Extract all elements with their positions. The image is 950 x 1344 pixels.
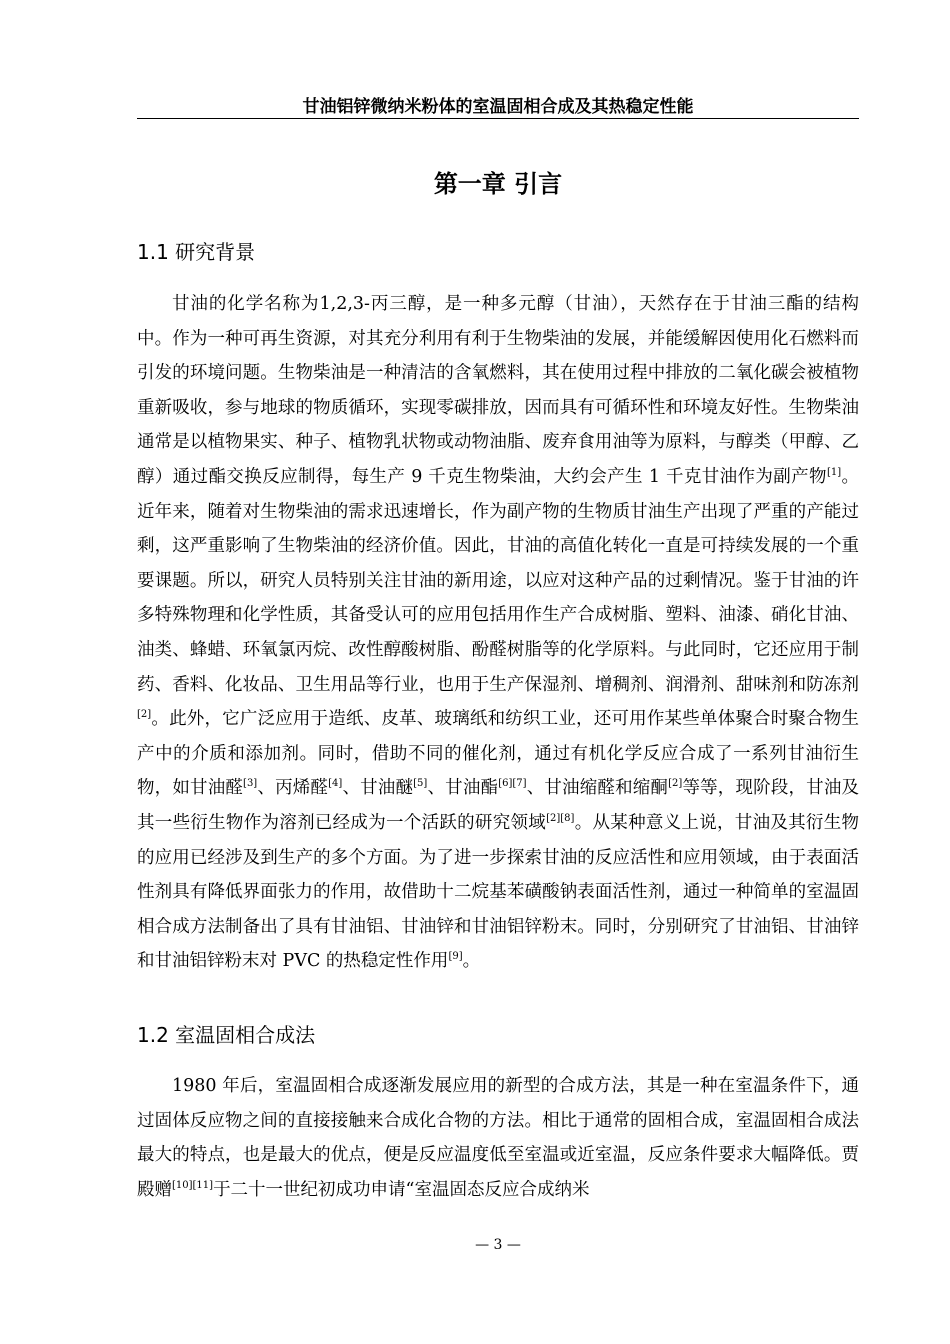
paragraph-text: 、甘油酯	[427, 778, 499, 799]
paragraph-text: 于二十一世纪初成功申请“室温固态反应合成纳米	[213, 1179, 590, 1200]
citation-ref: [9]	[448, 951, 463, 963]
citation-ref: [2]	[668, 778, 683, 790]
paragraph-text: 。近年来，随着对生物柴油的需求迅速增长，作为副产物的生物质甘油生产出现了严重的产能过剩，这严重影响了生物柴油的经济价值。因此，甘油的高值化转化一直是可持续发展的一个重要课题。所以，研究人员特别关注甘油的新用途，以应对这种产品的过剩情况。鉴于甘油的许多特殊物理和化学性质，其备受认可的应用包括用作生产合成树脂、塑料、油漆、硝化甘油、油类、蜂蜡、环氧氯丙烷、改性醇酸树脂、酚醛树脂等的化学原料。与此同时，它还应用于制药、香料、化妆品、卫生用品等行业，也用于生产保湿剂、增稠剂、润滑剂、甜味剂和防冻剂	[137, 466, 859, 695]
paragraph-text: 、甘油缩醛和缩酮	[526, 778, 669, 799]
page-number: — 3 —	[475, 1237, 521, 1253]
paragraph-room-temperature-synthesis	[137, 1069, 859, 1207]
paragraph-text: 甘油的化学名称为1,2,3-丙三醇，是一种多元醇（甘油），天然存在于甘油三酯的结构中。作为一种可再生资源，对其充分利用有利于生物柴油的发展，并能缓解因使用化石燃料而引发的环境问题。生物柴油是一种清洁的含氧燃料，其在使用过程中排放的二氧化碳会被植物重新吸收，参与地球的物质循环，实现零碳排放，因而具有可循环性和环境友好性。生物柴油通常是以植物果实、种子、植物乳状物或动物油脂、废弃食用油等为原料，与醇类（甲醇、乙醇）通过酯交换反应制得，每生产 9 千克生物柴油，大约会产生 1 千克甘油作为副产物	[137, 294, 859, 487]
paragraph-text: 1980 年后，室温固相合成逐渐发展应用的新型的合成方法，其是一种在室温条件下，通过固体反应物之间的直接接触来合成化合物的方法。相比于通常的固相合成，室温固相合成法最大的特点，也是最大的优点，便是反应温度低至室温或近室温，反应条件要求大幅降低。贾殿赠	[137, 1076, 859, 1200]
citation-ref: [6][7]	[498, 778, 527, 790]
chapter-title: 第一章 引言	[433, 170, 563, 198]
citation-ref: [4]	[328, 778, 343, 790]
section-heading-1-1: 1.1 研究背景	[137, 240, 256, 264]
header-rule	[137, 118, 859, 119]
citation-ref: [10][11]	[172, 1179, 214, 1191]
paragraph-text: 、丙烯醛	[257, 778, 329, 799]
running-header: 甘油铝锌微纳米粉体的室温固相合成及其热稳定性能	[302, 97, 694, 117]
paragraph-research-background	[137, 287, 859, 979]
paragraph-text: 等等，现阶段，甘油及其一些衍生物作为溶剂已经成为一个活跃的研究领域	[137, 778, 860, 833]
paragraph-text: 。	[462, 951, 481, 972]
paragraph-text: 。此外，它广泛应用于造纸、皮革、玻璃纸和纺织工业，还可用作某些单体聚合时聚合物生产中的介质和添加剂。同时，借助不同的催化剂，通过有机化学反应合成了一系列甘油衍生物，如甘油醛	[137, 709, 859, 799]
paragraph-text: 。从某种意义上说，甘油及其衍生物的应用已经涉及到生产的多个方面。为了进一步探索甘油的反应活性和应用领域，由于表面活性剂具有降低界面张力的作用，故借助十二烷基苯磺酸钠表面活性剂，通过一种简单的室温固相合成方法制备出了具有甘油铝、甘油锌和甘油铝锌粉末。同时，分别研究了甘油铝、甘油锌和甘油铝锌粉末对 PVC 的热稳定性作用	[137, 812, 859, 972]
paragraph-text: 、甘油醚	[342, 778, 414, 799]
section-heading-1-2: 1.2 室温固相合成法	[137, 1023, 316, 1047]
citation-ref: [2][8]	[546, 812, 575, 824]
citation-ref: [1]	[826, 466, 842, 478]
citation-ref: [2]	[137, 709, 152, 721]
citation-ref: [3]	[243, 778, 258, 790]
citation-ref: [5]	[413, 778, 428, 790]
